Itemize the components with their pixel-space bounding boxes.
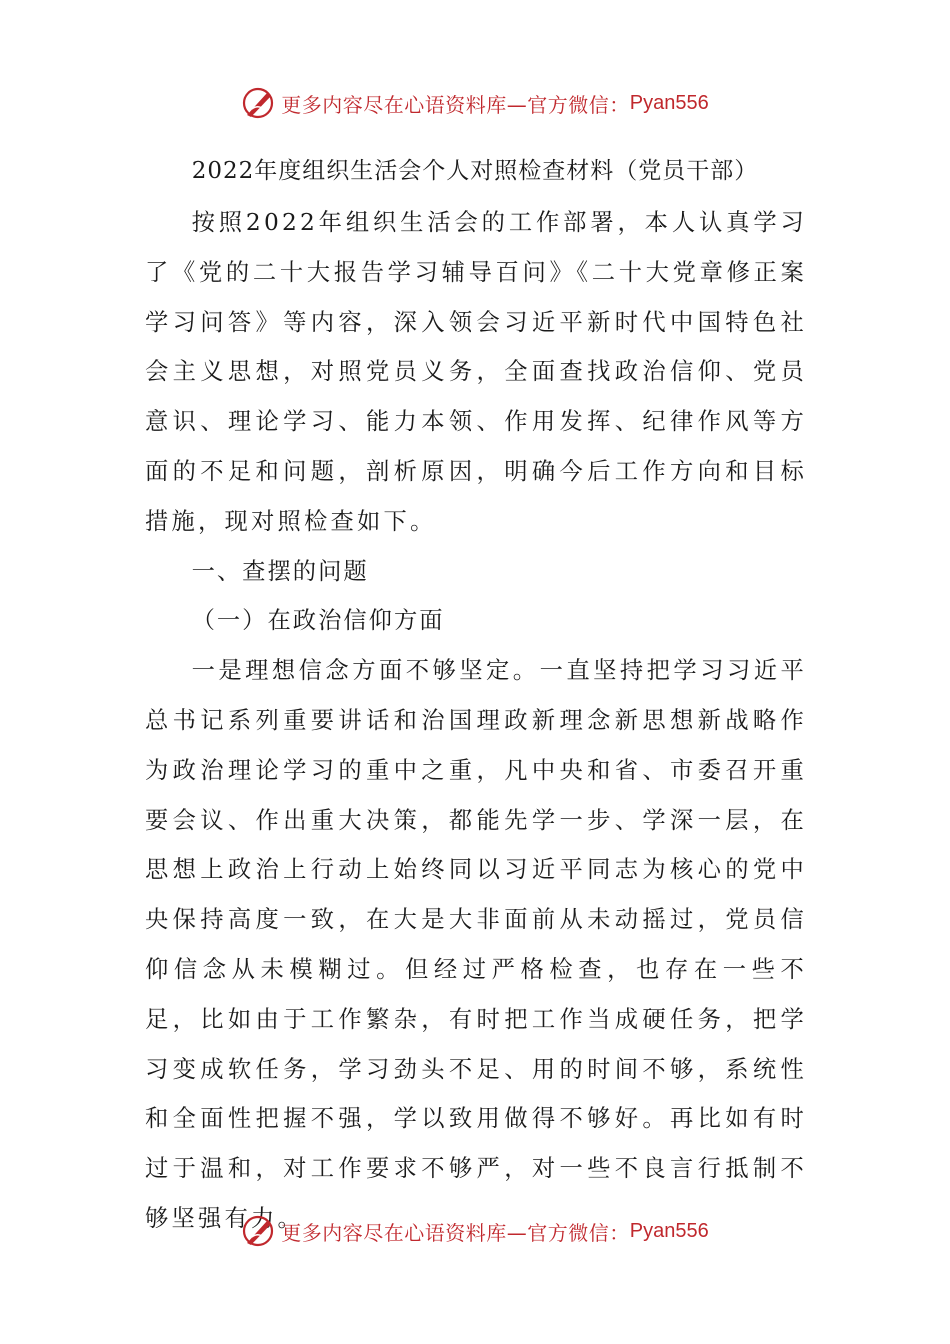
watermark-wechat-id: Pyan556	[629, 91, 709, 114]
pen-logo-icon	[241, 1213, 277, 1249]
watermark-header	[0, 83, 950, 123]
watermark-text: 更多内容尽在心语资料库—官方微信：	[281, 92, 630, 117]
document-title: 2022年度组织生活会个人对照检查材料（党员干部）	[191, 158, 759, 184]
section-heading: 一、查摆的问题	[191, 557, 369, 585]
subsection-heading: （一）在政治信仰方面	[191, 607, 445, 635]
body-paragraph: 一是理想信念方面不够坚定。一直坚持把学习习近平总书记系列重要讲话和治国理政新理念新思想新战略作为政治理论学习的重中之重，凡中央和省、市委召开重要会议、作出重大决策，都能先学一步、学深一层，在思想上政治上行动上始终同以习近平同志为核心的党中央保持高度一致，在大是大非面前从未动摇过，党员信仰信念从未模糊过。但经过严格检查，也存在一些不足，比如由于工作繁杂，有时把工作当成硬任务，把学习变成软任务，学习劲头不足、用的时间不够，系统性和全面性把握不强，学以致用做得不够好。再比如有时过于温和，对工作要求不够严，对一些不良言行抵制不够坚强有力。	[145, 657, 807, 1232]
watermark-footer	[0, 1211, 950, 1251]
watermark-wechat-id: Pyan556	[629, 1219, 709, 1242]
pen-logo-icon	[241, 85, 277, 121]
intro-paragraph: 按照2022年组织生活会的工作部署，本人认真学习了《党的二十大报告学习辅导百问》《二十大党章修正案学习问答》等内容，深入领会习近平新时代中国特色社会主义思想，对照党员义务，全面查找政治信仰、党员意识、理论学习、能力本领、作用发挥、纪律作风等方面的不足和问题，剖析原因，明确今后工作方向和目标措施，现对照检查如下。	[145, 209, 807, 535]
document-body	[145, 198, 807, 1244]
watermark-text: 更多内容尽在心语资料库—官方微信：	[281, 1220, 630, 1245]
